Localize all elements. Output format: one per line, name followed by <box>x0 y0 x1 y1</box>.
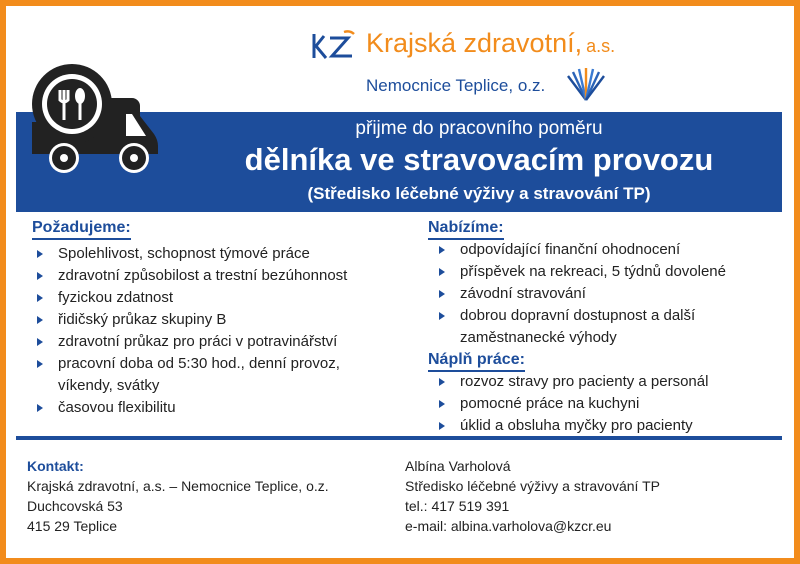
contact-phone: tel.: 417 519 391 <box>405 498 510 514</box>
list-item: časovou flexibilitu <box>32 397 397 419</box>
bullet-icon <box>36 250 44 258</box>
bullet-icon <box>36 404 44 412</box>
food-truck-icon <box>30 62 172 180</box>
list-item: příspěvek na rekreaci, 5 týdnů dovolené <box>434 261 779 283</box>
offers-title: Nabízíme: <box>428 219 504 240</box>
duties-list <box>434 371 779 437</box>
bullet-icon <box>438 422 446 430</box>
contact-person: Albína Varholová <box>405 458 511 474</box>
job-title: dělníka ve stravovacím provozu <box>244 142 714 177</box>
list-item: pracovní doba od 5:30 hod., denní provoz, víkendy, svátky <box>32 353 397 397</box>
contact-org: Krajská zdravotní, a.s. – Nemocnice Teplice, o.z. <box>27 478 329 494</box>
list-item: rozvoz stravy pro pacienty a personál <box>434 371 779 393</box>
list-item: úklid a obsluha myčky pro pacienty <box>434 415 779 437</box>
contact-title: Kontakt: <box>27 458 84 474</box>
list-item: závodní stravování <box>434 283 779 305</box>
org-name: Krajská zdravotní, a.s. <box>366 28 616 58</box>
list-item: řidičský průkaz skupiny B <box>32 309 397 331</box>
bullet-icon <box>36 316 44 324</box>
org-suffix: a.s. <box>586 36 616 56</box>
bullet-icon <box>36 360 44 368</box>
bullet-icon <box>438 290 446 298</box>
contact-street: Duchcovská 53 <box>27 498 123 514</box>
requirements-title: Požadujeme: <box>32 219 131 240</box>
kz-logo-icon <box>310 28 356 62</box>
bullet-icon <box>438 312 446 320</box>
offers-list <box>434 239 779 349</box>
list-item: zdravotní způsobilost a trestní bezúhonnost <box>32 265 397 287</box>
divider <box>16 436 782 440</box>
contact-department: Středisko léčebné výživy a stravování TP <box>405 478 660 494</box>
banner-intro: přijme do pracovního poměru <box>355 118 603 139</box>
list-item: fyzickou zdatnost <box>32 287 397 309</box>
department: (Středisko léčebné výživy a stravování TP) <box>307 184 651 203</box>
requirements-list <box>32 243 397 419</box>
list-item: pomocné práce na kuchyni <box>434 393 779 415</box>
list-item: Spolehlivost, schopnost týmové práce <box>32 243 397 265</box>
contact-city: 415 29 Teplice <box>27 518 118 534</box>
list-item: dobrou dopravní dostupnost a další zaměstnanecké výhody <box>434 305 779 349</box>
duties-title: Náplň práce: <box>428 351 525 372</box>
shell-logo-icon <box>564 66 608 102</box>
bullet-icon <box>36 338 44 346</box>
contact-email[interactable]: e-mail: albina.varholova@kzcr.eu <box>405 518 612 534</box>
bullet-icon <box>438 246 446 254</box>
bullet-icon <box>36 272 44 280</box>
list-item: zdravotní průkaz pro práci v potravinářství <box>32 331 397 353</box>
bullet-icon <box>438 400 446 408</box>
hospital-name: Nemocnice Teplice, o.z. <box>366 76 546 95</box>
bullet-icon <box>36 294 44 302</box>
bullet-icon <box>438 378 446 386</box>
list-item: odpovídající finanční ohodnocení <box>434 239 779 261</box>
bullet-icon <box>438 268 446 276</box>
